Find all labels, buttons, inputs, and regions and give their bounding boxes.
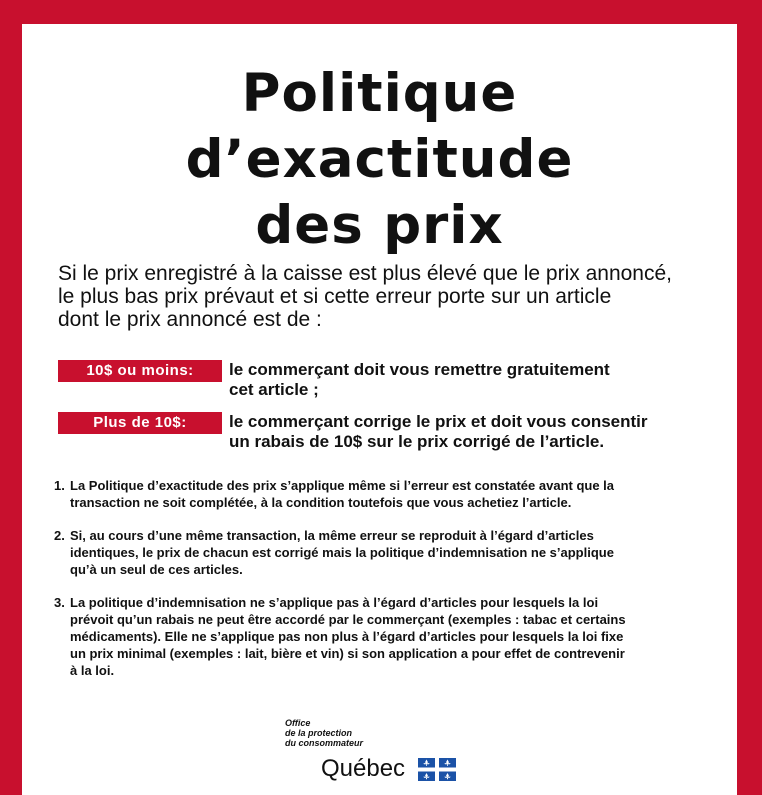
intro-line-3: dont le prix annoncé est de : bbox=[58, 308, 322, 331]
note-number: 3. bbox=[54, 595, 65, 610]
note-line: La politique d’indemnisation ne s’applique pas à l’égard d’articles pour lesquels la loi bbox=[70, 595, 599, 610]
title-line-3: des prix bbox=[255, 195, 504, 256]
rule-text-line: le commerçant doit vous remettre gratuitement bbox=[229, 360, 610, 379]
note-line: à la loi. bbox=[70, 663, 115, 678]
office-line-1: Office bbox=[285, 718, 311, 728]
intro-line-2: le plus bas prix prévaut et si cette erreur porte sur un article bbox=[58, 285, 612, 308]
title-line-2: d’exactitude bbox=[185, 129, 574, 190]
notes-list bbox=[54, 477, 714, 695]
note-line: La Politique d’exactitude des prix s’applique même si l’erreur est constatée avant que la bbox=[70, 478, 615, 493]
note-line: prévoit qu’un rabais ne peut être accordé par le commerçant (exemples : tabac et certains bbox=[70, 612, 626, 627]
intro-paragraph bbox=[58, 262, 718, 331]
rule-badge: Plus de 10$: bbox=[58, 412, 222, 434]
note-line: qu’à un seul de ces articles. bbox=[70, 562, 243, 577]
rule-text-line: cet article ; bbox=[229, 380, 319, 399]
note-line: Si, au cours d’une même transaction, la même erreur se reproduit à l’égard d’articles bbox=[70, 528, 594, 543]
quebec-wordmark: Québec bbox=[321, 755, 406, 782]
note-number: 2. bbox=[54, 528, 65, 543]
office-line-3: du consommateur bbox=[285, 738, 364, 748]
note-item-1 bbox=[54, 477, 714, 511]
rule-text-line: le commerçant corrige le prix et doit vous consentir bbox=[229, 412, 648, 431]
note-number: 1. bbox=[54, 478, 65, 493]
note-item-2 bbox=[54, 527, 714, 578]
price-policy-poster bbox=[22, 24, 737, 795]
rule-text-line: un rabais de 10$ sur le prix corrigé de l’article. bbox=[229, 432, 605, 451]
note-line: médicaments). Elle ne s’applique pas non plus à l’égard d’articles pour lesquels la loi fixe bbox=[70, 629, 624, 644]
office-line-2: de la protection bbox=[285, 728, 353, 738]
opc-quebec-logo bbox=[285, 718, 485, 788]
poster-title bbox=[22, 24, 737, 259]
rule-text bbox=[229, 360, 709, 400]
rule-badge: 10$ ou moins: bbox=[58, 360, 222, 382]
note-line: transaction ne soit complétée, à la condition toutefois que vous achetiez l’article. bbox=[70, 495, 572, 510]
office-name bbox=[285, 718, 485, 748]
note-line: identiques, le prix de chacun est corrigé mais la politique d’indemnisation ne s’applique bbox=[70, 545, 614, 560]
note-line: un prix minimal (exemples : lait, bière et vin) si son application a pour effet de contrevenir bbox=[70, 646, 625, 661]
note-item-3 bbox=[54, 594, 714, 679]
quebec-fleurdelise-flag-icon bbox=[418, 758, 456, 781]
intro-line-1: Si le prix enregistré à la caisse est plus élevé que le prix annoncé, bbox=[58, 262, 673, 285]
title-line-1: Politique bbox=[241, 63, 518, 124]
rule-text bbox=[229, 412, 709, 452]
